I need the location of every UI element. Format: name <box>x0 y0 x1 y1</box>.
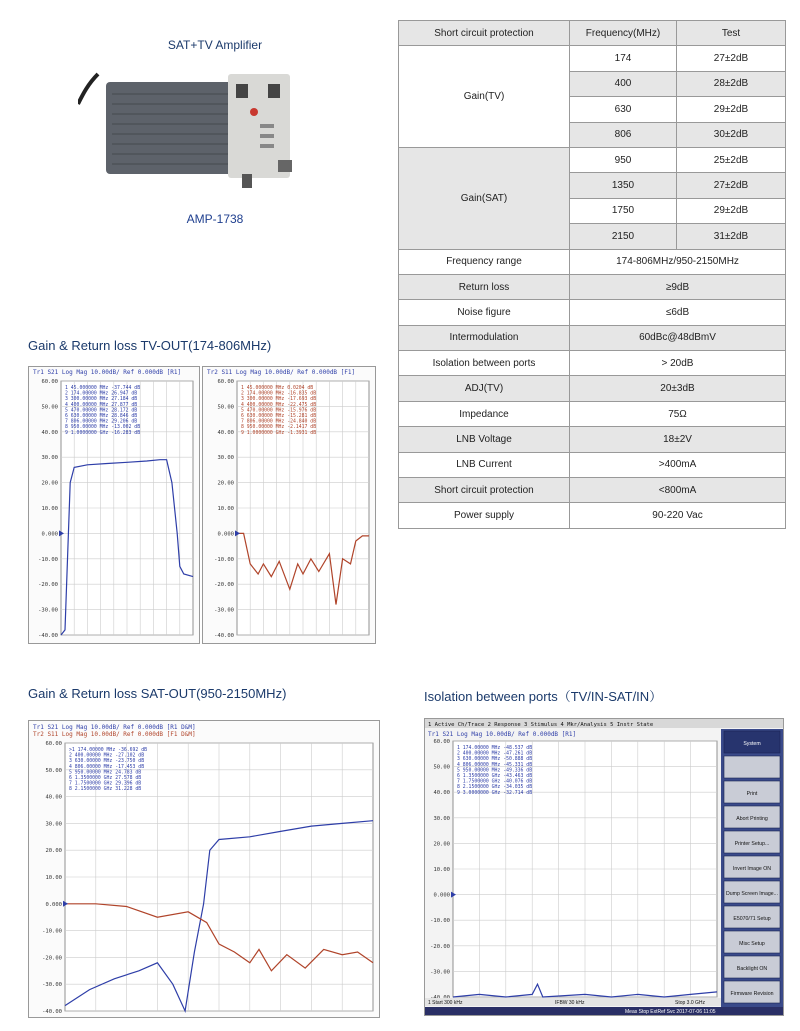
y-tick-label: -20.00 <box>214 582 234 589</box>
footer-stop: Stop 3.0 GHz <box>675 1000 706 1006</box>
table-cell: 2150 <box>570 224 677 249</box>
y-tick-label: 30.00 <box>41 455 58 462</box>
y-tick-label: -10.00 <box>214 556 234 563</box>
y-tick-label: -20.00 <box>38 582 58 589</box>
gain-sat-label: Gain(SAT) <box>399 147 570 249</box>
softkey-button[interactable] <box>724 756 780 778</box>
y-tick-label: 20.00 <box>41 480 58 487</box>
table-cell: ≥9dB <box>570 274 786 299</box>
section-title-tv-out: Gain & Return loss TV-OUT(174-806MHz) <box>28 338 272 353</box>
marker-readout: 8 2.1500000 GHz -34.035 dB <box>457 785 533 791</box>
marker-readout: 7 806.00000 MHz 29.206 dB <box>65 419 138 425</box>
marker-readout: 3 630.00000 MHz -50.888 dB <box>457 757 533 763</box>
marker-readout: 4 806.00000 MHz -17.453 dB <box>69 764 145 770</box>
table-cell: 30±2dB <box>677 122 786 147</box>
table-cell: Impedance <box>399 401 570 426</box>
table-cell: 25±2dB <box>677 147 786 172</box>
y-tick-label: 10.00 <box>41 506 58 512</box>
marker-readout: 3 630.00000 MHz -23.750 dB <box>69 759 145 765</box>
table-cell: 31±2dB <box>677 224 786 249</box>
sat-out-chart <box>28 720 380 1018</box>
table-row <box>399 478 786 503</box>
tv-out-s21-chart <box>28 366 200 644</box>
table-cell: 75Ω <box>570 401 786 426</box>
table-cell: LNB Voltage <box>399 427 570 452</box>
y-tick-label: 20.00 <box>433 841 450 848</box>
table-row <box>399 249 786 274</box>
table-cell: ≤6dB <box>570 300 786 325</box>
table-cell: 90-220 Vac <box>570 503 786 528</box>
y-tick-label: 30.00 <box>45 821 62 828</box>
marker-readout: 6 1.3500000 GHz 27.578 dB <box>69 776 142 781</box>
marker-readout: 8 950.00000 MHz -2.1417 dB <box>241 425 317 431</box>
chart-header-2: Tr2 S11 Log Mag 10.00dB/ Ref 0.000dB [F1 D&M] <box>33 731 196 738</box>
y-tick-label: 0.000 <box>45 901 62 908</box>
y-tick-label: 60.00 <box>41 379 58 385</box>
y-tick-label: 60.00 <box>45 741 62 747</box>
marker-readout: 5 950.00000 MHz 24.783 dB <box>69 770 142 776</box>
y-tick-label: 20.00 <box>217 480 234 487</box>
y-tick-label: -30.00 <box>38 607 58 614</box>
table-cell: Short circuit protection <box>399 478 570 503</box>
y-tick-label: 40.00 <box>41 429 58 436</box>
table-row <box>399 452 786 477</box>
table-cell: 1350 <box>570 173 677 198</box>
marker-readout: 2 400.00000 MHz -27.102 dB <box>69 753 145 759</box>
table-row <box>399 325 786 350</box>
table-cell: 29±2dB <box>677 198 786 223</box>
table-cell: 174-806MHz/950-2150MHz <box>570 249 786 274</box>
y-tick-label: 50.00 <box>41 404 58 411</box>
marker-readout: 1 45.000000 MHz 0.0204 dB <box>241 386 314 391</box>
y-tick-label: 0.000 <box>41 531 58 538</box>
table-cell: 630 <box>570 97 677 122</box>
table-row <box>399 46 786 71</box>
y-tick-label: -40.00 <box>42 1009 62 1015</box>
y-tick-label: -30.00 <box>42 982 62 989</box>
y-tick-label: 20.00 <box>45 848 62 855</box>
y-tick-label: 30.00 <box>217 455 234 462</box>
tv-out-s11-chart <box>202 366 376 644</box>
y-tick-label: -20.00 <box>42 955 62 962</box>
amplifier-product-image <box>78 64 314 194</box>
y-tick-label: -10.00 <box>430 918 450 925</box>
table-cell: 174 <box>570 46 677 71</box>
table-cell: <800mA <box>570 478 786 503</box>
table-cell: 27±2dB <box>677 46 786 71</box>
softkey-label: Printer Setup... <box>734 841 770 847</box>
table-cell: >400mA <box>570 452 786 477</box>
softkey-label: Abort Printing <box>736 816 768 822</box>
table-cell: 950 <box>570 147 677 172</box>
y-tick-label: -20.00 <box>430 943 450 950</box>
y-tick-label: 0.000 <box>217 531 234 538</box>
instrument-status: Meas Stop ExtRef Svc 2017-07-06 11:05 <box>625 1009 716 1015</box>
chart-header: Tr1 S21 Log Mag 10.00dB/ Ref 0.000dB [R1] <box>428 731 577 738</box>
softkey-label: E5070/71 Setup <box>733 916 771 922</box>
marker-readout: 8 950.00000 MHz -13.002 dB <box>65 425 141 431</box>
table-cell: Frequency range <box>399 249 570 274</box>
table-cell: Noise figure <box>399 300 570 325</box>
marker-readout: 9 1.0000000 GHz -1.3931 dB <box>241 430 317 436</box>
y-tick-label: 60.00 <box>217 379 234 385</box>
table-cell: LNB Current <box>399 452 570 477</box>
y-tick-label: 30.00 <box>433 815 450 822</box>
table-cell: 400 <box>570 71 677 96</box>
table-row <box>399 503 786 528</box>
marker-readout: 4 400.00000 MHz -22.475 dB <box>241 402 317 408</box>
table-cell: Intermodulation <box>399 325 570 350</box>
marker-readout: 6 630.00000 MHz 28.846 dB <box>65 414 138 419</box>
isolation-chart <box>424 718 784 1016</box>
y-tick-label: 40.00 <box>433 790 450 797</box>
y-tick-label: 10.00 <box>45 875 62 881</box>
marker-readout: 5 950.00000 MHz -49.336 dB <box>457 768 533 774</box>
marker-readout: 2 174.00000 MHz 26.947 dB <box>65 391 138 397</box>
gain-tv-label: Gain(TV) <box>399 46 570 148</box>
table-row <box>399 401 786 426</box>
table-cell: Return loss <box>399 274 570 299</box>
section-title-sat-out: Gain & Return loss SAT-OUT(950-2150MHz) <box>28 686 287 701</box>
table-header-row <box>399 21 786 46</box>
table-cell: 29±2dB <box>677 97 786 122</box>
table-cell: ADJ(TV) <box>399 376 570 401</box>
table-row <box>399 351 786 376</box>
instrument-menubar-text: 1 Active Ch/Trace 2 Response 3 Stimulus 4 Mkr/Analysis 5 Instr State <box>428 722 654 728</box>
table-cell: Isolation between ports <box>399 351 570 376</box>
softkey-label: Backlight ON <box>736 966 768 972</box>
y-tick-label: 0.000 <box>433 892 450 899</box>
marker-readout: 6 1.3500000 GHz -43.463 dB <box>457 774 533 779</box>
y-tick-label: 50.00 <box>217 404 234 411</box>
marker-readout: 3 300.00000 MHz -17.693 dB <box>241 397 317 403</box>
table-row <box>399 147 786 172</box>
marker-readout: >1 174.00000 MHz -36.692 dB <box>69 748 147 753</box>
y-tick-label: 50.00 <box>433 764 450 771</box>
table-cell: Power supply <box>399 503 570 528</box>
spec-table <box>398 20 786 529</box>
table-cell: 60dBc@48dBmV <box>570 325 786 350</box>
footer-ifbw: IFBW 30 kHz <box>555 1000 585 1006</box>
table-header-cell: Frequency(MHz) <box>570 21 677 46</box>
y-tick-label: 60.00 <box>433 739 450 745</box>
chart-header: Tr1 S21 Log Mag 10.00dB/ Ref 0.000dB [R1] <box>33 369 182 376</box>
table-header-cell: Test <box>677 21 786 46</box>
y-tick-label: -40.00 <box>38 633 58 639</box>
marker-readout: 9 3.0000000 GHz -32.714 dB <box>457 790 533 796</box>
marker-readout: 2 400.00000 MHz -47.261 dB <box>457 751 533 757</box>
section-title-isolation: Isolation between ports（TV/IN-SAT/IN） <box>424 689 663 704</box>
table-row <box>399 427 786 452</box>
marker-readout: 7 1.7500000 GHz -40.076 dB <box>457 779 533 785</box>
table-cell: 27±2dB <box>677 173 786 198</box>
product-model: AMP-1738 <box>186 212 244 226</box>
y-tick-label: 50.00 <box>45 767 62 774</box>
softkey-label: Print <box>746 791 758 797</box>
table-header-cell: Short circuit protection <box>399 21 570 46</box>
product-title: SAT+TV Amplifier <box>167 38 263 52</box>
marker-readout: 4 400.00000 MHz 27.877 dB <box>65 402 138 408</box>
marker-readout: 4 806.00000 MHz -45.331 dB <box>457 762 533 768</box>
softkey-label: System <box>743 741 761 747</box>
table-row <box>399 274 786 299</box>
marker-readout: 1 174.00000 MHz -48.537 dB <box>457 746 533 751</box>
softkey-label: Firmware Revision <box>730 991 774 997</box>
instrument-statusbar <box>425 1007 783 1015</box>
table-cell: 1750 <box>570 198 677 223</box>
y-tick-label: 10.00 <box>433 867 450 873</box>
y-tick-label: 10.00 <box>217 506 234 512</box>
y-tick-label: 40.00 <box>217 429 234 436</box>
softkey-label: Invert Image ON <box>732 866 772 872</box>
marker-readout: 5 470.00000 MHz -15.976 dB <box>241 408 317 414</box>
y-tick-label: -40.00 <box>214 633 234 639</box>
table-cell: > 20dB <box>570 351 786 376</box>
marker-readout: 2 174.00000 MHz -16.835 dB <box>241 391 317 397</box>
table-cell: 20±3dB <box>570 376 786 401</box>
chart-header: Tr2 S11 Log Mag 10.00dB/ Ref 0.000dB [F1] <box>207 369 356 376</box>
table-row <box>399 300 786 325</box>
marker-readout: 5 470.00000 MHz 28.172 dB <box>65 408 138 414</box>
marker-readout: 7 806.00000 MHz -24.840 dB <box>241 419 317 425</box>
softkey-label: Misc Setup <box>739 941 765 947</box>
table-cell: 28±2dB <box>677 71 786 96</box>
y-tick-label: 40.00 <box>45 794 62 801</box>
table-row <box>399 376 786 401</box>
table-cell: 806 <box>570 122 677 147</box>
softkey-label: Dump Screen Image... <box>726 891 778 897</box>
marker-readout: 6 630.00000 MHz -15.281 dB <box>241 414 317 419</box>
marker-readout: 7 1.7500000 GHz 29.396 dB <box>69 781 142 787</box>
marker-readout: 3 300.00000 MHz 27.184 dB <box>65 397 138 403</box>
footer-start: 1 Start 300 kHz <box>428 1000 463 1006</box>
y-tick-label: -30.00 <box>430 969 450 976</box>
y-tick-label: -10.00 <box>42 928 62 935</box>
y-tick-label: -30.00 <box>214 607 234 614</box>
marker-readout: 8 2.1500000 GHz 31.228 dB <box>69 787 142 793</box>
marker-readout: 1 45.000000 MHz -37.744 dB <box>65 386 141 391</box>
chart-header: Tr1 S21 Log Mag 10.00dB/ Ref 0.000dB [R1 D&M] <box>33 724 196 731</box>
table-cell: 18±2V <box>570 427 786 452</box>
marker-readout: 9 1.0000000 GHz -16.283 dB <box>65 430 141 436</box>
y-tick-label: -10.00 <box>38 556 58 563</box>
